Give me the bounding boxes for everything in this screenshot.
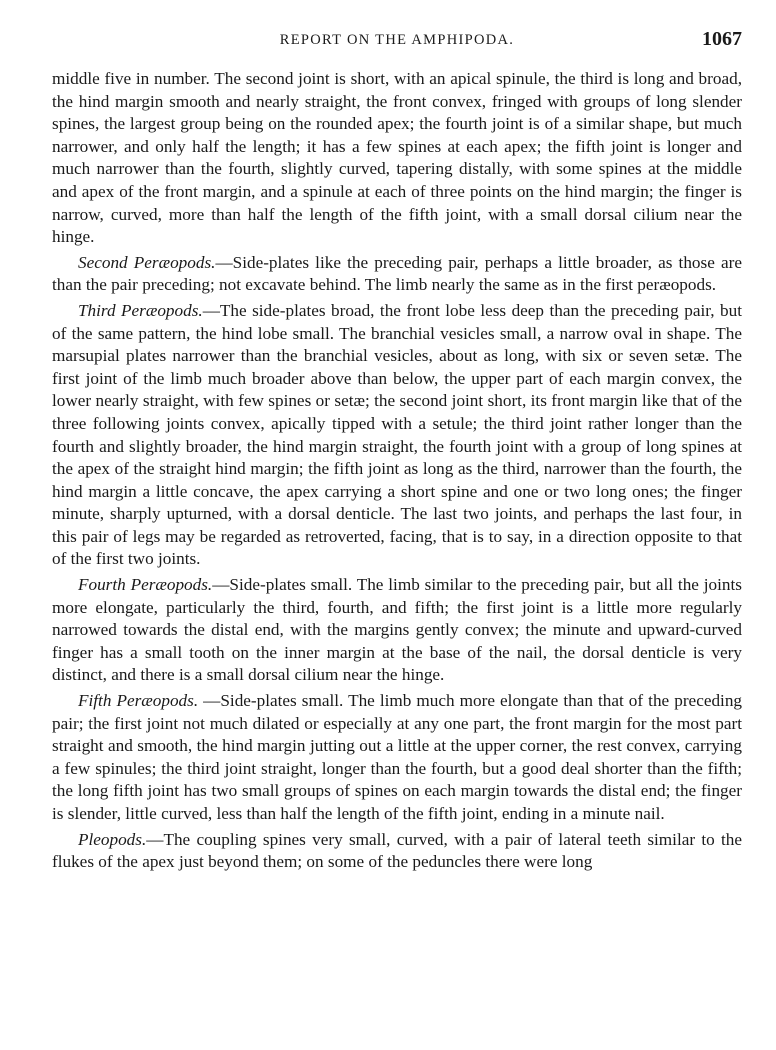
paragraph-text: —Side-plates small. The limb similar to the preceding pair, but all the joints more elongate, particularly the third, fourth, and fifth; the first joint is a little more regularly narrowed towards the distal end, with the margins gently convex; the minute and upward-curved finger has a small tooth on the inner margin at the base of the nail, the dorsal denticle is very distinct, and there is a small dorsal cilium near the hinge. — [52, 575, 742, 685]
paragraph-fourth-peraeopods — [52, 574, 742, 687]
document-page — [52, 28, 742, 874]
paragraph-text: —Side-plates like the preceding pair, perhaps a little broader, as those are than the pair preceding; not excavate behind. The limb nearly the same as in the first peræopods. — [52, 252, 742, 295]
paragraph-text: —The coupling spines very small, curved, with a pair of lateral teeth similar to the flukes of the apex just beyond them; on some of the peduncles there were long — [52, 829, 742, 872]
page-header — [52, 28, 742, 54]
section-heading: Third Peræopods. — [78, 300, 203, 320]
paragraph-continuation — [52, 68, 742, 249]
section-heading: Fifth Peræopods. — [78, 691, 199, 711]
paragraph-pleopods — [52, 829, 742, 874]
paragraph-fifth-peraeopods — [52, 690, 742, 826]
section-heading: Second Peræopods. — [78, 252, 216, 272]
page-number: 1067 — [702, 28, 742, 50]
paragraph-text: —The side-plates broad, the front lobe less deep than the preceding pair, but of the same pattern, the hind lobe small. The branchial vesicles small, a narrow oval in shape. The marsupial plates narrower than the branchial vesicles, about as long, with six or seven setæ. The first joint of the limb much broader above than below, the upper part of each margin convex, the lower nearly straight, with few spines or setæ; the second joint short, its front margin like that of the three following joints convex, apically tipped with a setule; the third joint rather longer than the fourth and slightly broader, the hind margin straight, the fourth joint with a group of long spines at the apex of the straight hind margin; the fifth joint as long as the third, narrower than the fourth, the hind margin a little concave, the apex carrying a short spine and one or two long ones; the finger minute, sharply upturned, with a dorsal denticle. The last two joints, and perhaps the last four, in this pair of legs may be regarded as retroverted, facing, that is to say, in a direction opposite to that of the first two joints. — [52, 300, 742, 569]
section-heading: Fourth Peræopods. — [78, 575, 213, 595]
paragraph-text: middle five in number. The second joint is short, with an apical spinule, the third is long and broad, the hind margin smooth and nearly straight, the front convex, fringed with groups of long slender spines, the largest group being on the rounded apex; the fourth joint is of a similar shape, but much narrower, and only half the length; it has a few spines at each apex; the fifth joint is longer and much narrower than the fourth, slightly curved, tapering distally, with some spines at the middle and apex of the front margin, and a spinule at each of three points on the hind margin; the finger is narrow, curved, more than half the length of the fifth joint, with a small dorsal cilium near the hinge. — [52, 69, 742, 247]
paragraph-text: —Side-plates small. The limb much more elongate than that of the preceding pair; the first joint not much dilated or especially at any one part, the front margin for the most part straight and smooth, the hind margin jutting out a little at the upper corner, the rest convex, carrying a few spinules; the third joint straight, longer than the fourth, but a good deal shorter than the fifth; the long fifth joint has two small groups of spines on each margin towards the distal end; the finger is slender, little curved, less than half the length of the fifth joint, ending in a minute nail. — [52, 691, 743, 823]
running-title: REPORT ON THE AMPHIPODA. — [279, 32, 515, 48]
section-heading: Pleopods. — [78, 829, 147, 849]
paragraph-second-peraeopods — [52, 252, 742, 297]
paragraph-third-peraeopods — [52, 300, 742, 571]
